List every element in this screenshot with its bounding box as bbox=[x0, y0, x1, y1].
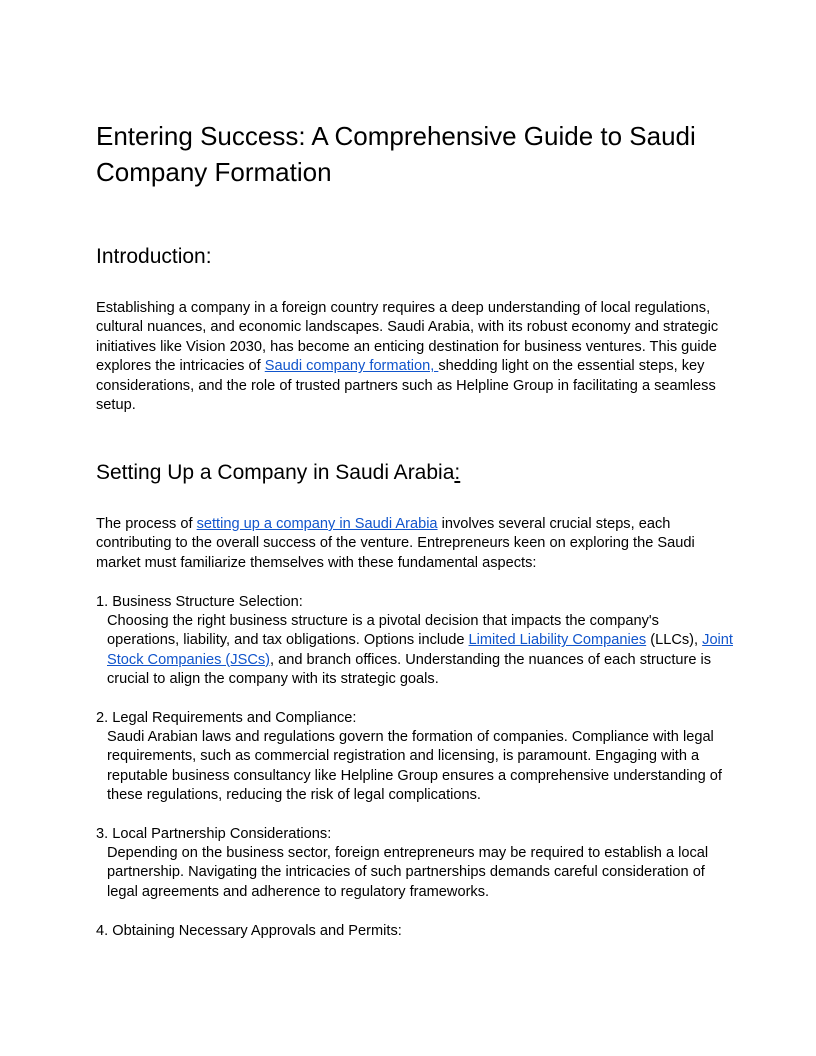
setup-heading-colon: : bbox=[454, 461, 461, 484]
setup-heading bbox=[96, 459, 460, 487]
document-title: Entering Success: A Comprehensive Guide to Saudi Company Formation bbox=[96, 121, 696, 187]
setup-text-2: involves several crucial steps, each contributing to the overall success of the venture. Entrepreneurs keen on exploring the Saudi market must familiarize themselves with these fundamental aspects: bbox=[96, 516, 695, 571]
item-1-text-3: , and branch offices. Understanding the nuances of each structure is crucial to align the company with its strategic goals. bbox=[107, 651, 712, 688]
item-3-text: Depending on the business sector, foreign entrepreneurs may be required to establish a local partnership. Navigating the intricacies of such partnerships demands careful consideration of legal agreements and adherence to regulatory frameworks. bbox=[107, 845, 709, 900]
saudi-company-formation-link[interactable]: Saudi company formation, bbox=[264, 358, 439, 375]
intro-text-1: Establishing a company in a foreign country requires a deep understanding of local regulations, cultural nuances, and economic landscapes. Saudi Arabia, with its robust economy and strategic initiatives like Vision 2030, has become an enticing destination for business ventures. This guide explores the intricacies of bbox=[96, 300, 719, 375]
intro-heading: Introduction: bbox=[96, 245, 212, 268]
item-2-text: Saudi Arabian laws and regulations govern the formation of companies. Compliance with legal requirements, such as commercial registration and licensing, is paramount. Engaging with a reputable business consultancy like Helpline Group ensures a comprehensive understanding of these regulations, reducing the risk of legal complications. bbox=[107, 729, 722, 804]
jsc-link[interactable]: Joint Stock Companies (JSCs) bbox=[107, 632, 733, 668]
intro-paragraph bbox=[96, 299, 724, 415]
item-3-title: 3. Local Partnership Considerations: bbox=[96, 826, 332, 842]
llc-link[interactable]: Limited Liability Companies bbox=[468, 632, 647, 649]
setup-heading-text: Setting Up a Company in Saudi Arabia bbox=[96, 461, 455, 484]
item-2-title: 2. Legal Requirements and Compliance: bbox=[96, 710, 357, 726]
item-1-title: 1. Business Structure Selection: bbox=[96, 594, 303, 610]
intro-text-2: shedding light on the essential steps, key considerations, and the role of trusted partners such as Helpline Group in facilitating a seamless setup. bbox=[96, 358, 716, 414]
item-1-text-1: Choosing the right business structure is a pivotal decision that impacts the company's operations, liability, and tax obligations. Options include bbox=[107, 613, 659, 649]
setup-text-1: The process of bbox=[96, 516, 197, 532]
setup-paragraph bbox=[96, 515, 724, 573]
item-1-text bbox=[96, 612, 735, 690]
item-4-title: 4. Obtaining Necessary Approvals and Permits: bbox=[96, 923, 402, 939]
item-1-text-2: (LLCs), bbox=[646, 632, 703, 649]
setting-up-company-link[interactable]: setting up a company in Saudi Arabia bbox=[196, 516, 438, 532]
